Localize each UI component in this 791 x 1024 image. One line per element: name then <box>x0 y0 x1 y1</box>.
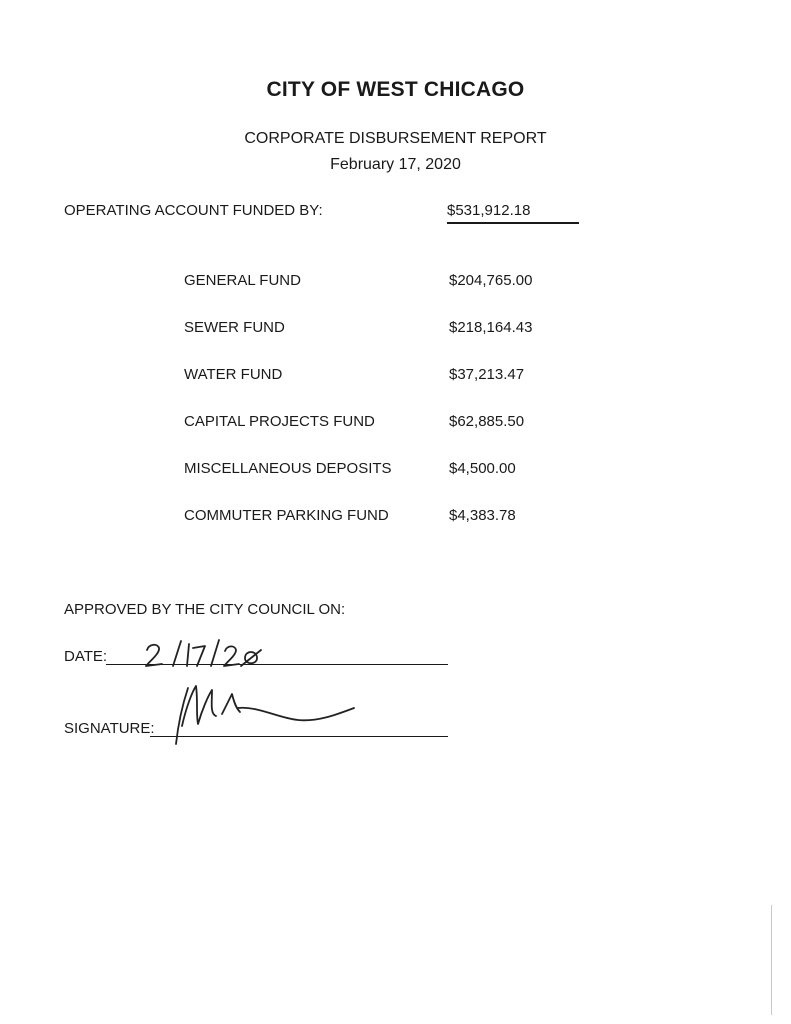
fund-name: WATER FUND <box>184 366 283 383</box>
fund-name: MISCELLANEOUS DEPOSITS <box>184 460 392 477</box>
fund-row <box>184 272 584 319</box>
fund-amount: $4,383.78 <box>449 507 516 524</box>
date-field-label: DATE: <box>64 648 108 665</box>
signature-field-label: SIGNATURE: <box>64 720 155 737</box>
fund-name: COMMUTER PARKING FUND <box>184 507 389 524</box>
handwritten-date <box>135 636 275 672</box>
fund-row <box>184 460 584 507</box>
operating-account-amount: $531,912.18 <box>447 202 579 224</box>
scan-artifact <box>771 905 772 1015</box>
fund-amount: $204,765.00 <box>449 272 533 289</box>
fund-name: CAPITAL PROJECTS FUND <box>184 413 375 430</box>
fund-list <box>184 272 584 554</box>
fund-amount: $37,213.47 <box>449 366 525 383</box>
fund-row <box>184 413 584 460</box>
fund-row <box>184 507 584 554</box>
fund-amount: $218,164.43 <box>449 319 533 336</box>
document-title: CITY OF WEST CHICAGO <box>266 78 525 101</box>
fund-name: SEWER FUND <box>184 319 285 336</box>
handwritten-signature <box>168 678 368 748</box>
fund-row <box>184 366 584 413</box>
fund-row <box>184 319 584 366</box>
report-subtitle: CORPORATE DISBURSEMENT REPORT <box>244 130 547 147</box>
fund-amount: $4,500.00 <box>449 460 516 477</box>
approval-heading: APPROVED BY THE CITY COUNCIL ON: <box>64 601 346 618</box>
fund-amount: $62,885.50 <box>449 413 525 430</box>
fund-name: GENERAL FUND <box>184 272 301 289</box>
report-date: February 17, 2020 <box>330 156 461 173</box>
operating-account-label: OPERATING ACCOUNT FUNDED BY: <box>64 202 323 219</box>
